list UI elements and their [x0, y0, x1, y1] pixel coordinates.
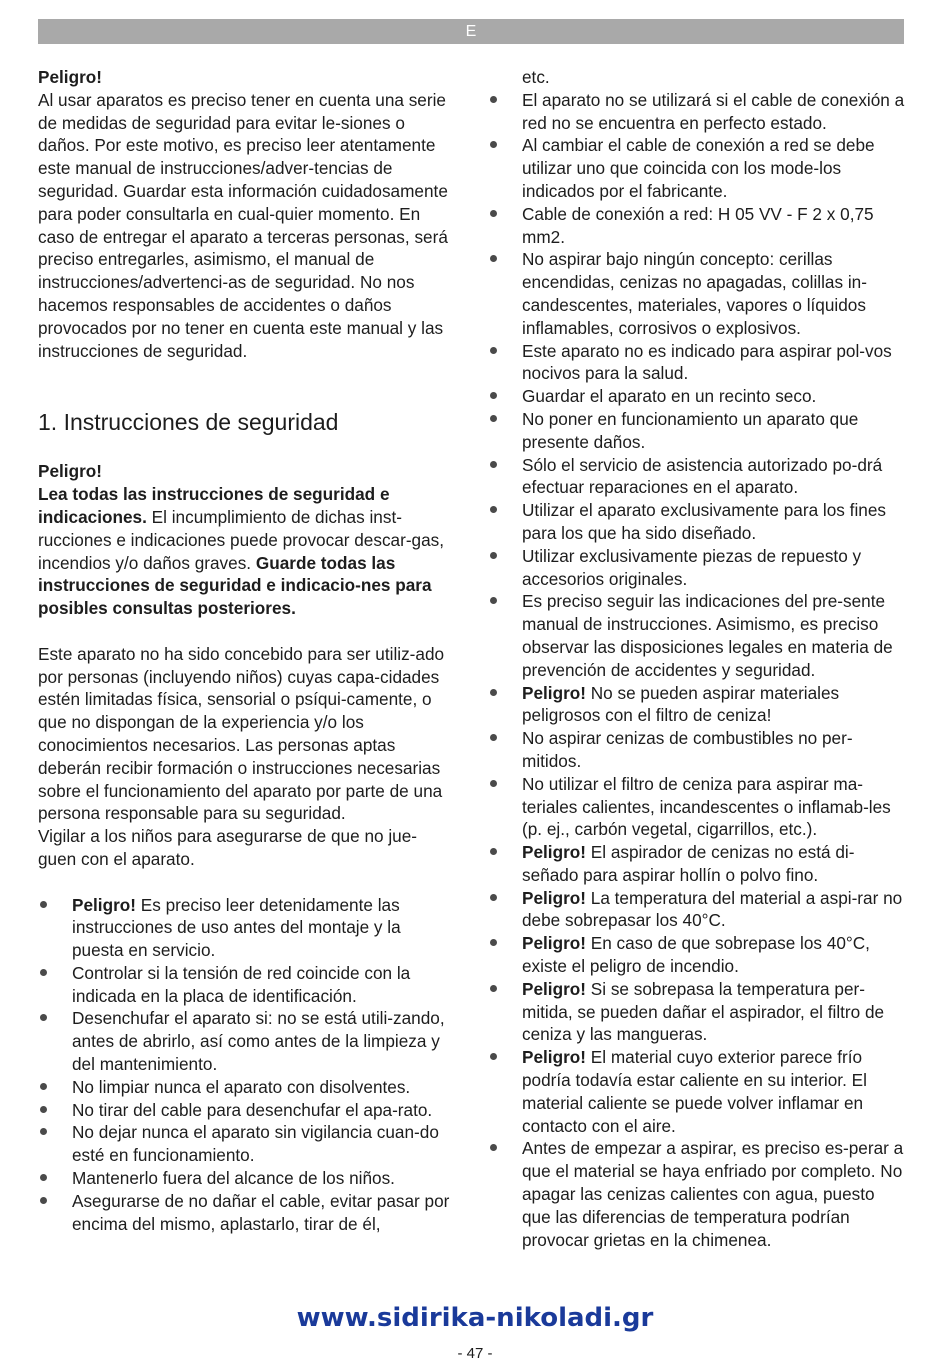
instruction-text: El incumplimiento de dichas inst-rucciones e indicaciones puede provocar descar-gas, incendios y/o daños graves. — [38, 506, 445, 573]
list-item: Antes de empezar a aspirar, es preciso es-perar a que el material se haya enfriado por completo. No apagar las cenizas calientes con agua, puesto que las diferencias de temperatura podrían provocar grietas en la chimenea. — [488, 1137, 908, 1251]
section-paragraph-1 — [38, 483, 454, 620]
list-item: Sólo el servicio de asistencia autorizado po-drá efectuar reparaciones en el aparato. — [488, 454, 908, 500]
list-item: Desenchufar el aparato si: no se está utili-zando, antes de abrirlo, así como antes de la limpieza y del mantenimiento. — [38, 1007, 454, 1075]
list-item: No utilizar el filtro de ceniza para aspirar ma-teriales calientes, incandescentes o inflamab-les (p. ej., carbón vegetal, cigarrillos, etc.). — [488, 773, 908, 841]
left-bullet-list — [38, 894, 454, 1236]
bold-instruction-1: Lea todas las instrucciones de seguridad e indicaciones. — [38, 484, 390, 527]
website-watermark: www.sidirika-nikoladi.gr — [296, 1303, 654, 1333]
list-item: Peligro! No se pueden aspirar materiales peligrosos con el filtro de ceniza! — [488, 682, 908, 728]
list-item: Este aparato no es indicado para aspirar pol-vos nocivos para la salud. — [488, 340, 908, 386]
list-item: Al cambiar el cable de conexión a red se debe utilizar uno que coincida con los mode-los indicados por el fabricante. — [488, 134, 908, 202]
list-item: Cable de conexión a red: H 05 VV - F 2 x 0,75 mm2. — [488, 203, 908, 249]
list-item: No aspirar cenizas de combustibles no per-mitidos. — [488, 727, 908, 773]
list-item: Asegurarse de no dañar el cable, evitar pasar por encima del mismo, aplastarlo, tirar de él, — [38, 1190, 454, 1236]
list-item: No poner en funcionamiento un aparato que presente daños. — [488, 408, 908, 454]
left-column — [38, 66, 454, 1235]
language-code: E — [465, 23, 477, 40]
list-item: No aspirar bajo ningún concepto: cerillas encendidas, cenizas no apagadas, colillas in-candescentes, materiales, vapores o líquidos inflamables, corrosivos o explosivos. — [488, 248, 908, 339]
page-number: - 47 - — [457, 1345, 493, 1362]
list-item: Utilizar el aparato exclusivamente para los fines para los que ha sido diseñado. — [488, 499, 908, 545]
right-bullet-list — [488, 89, 908, 1252]
list-item: Utilizar exclusivamente piezas de repuesto y accesorios originales. — [488, 545, 908, 591]
list-item: No dejar nunca el aparato sin vigilancia cuan-do esté en funcionamiento. — [38, 1121, 454, 1167]
list-item: Es preciso seguir las indicaciones del pre-sente manual de instrucciones. Asimismo, es preciso observar las disposiciones legales en materia de prevención de accidentes y seguridad. — [488, 590, 908, 681]
section-paragraph-3: Vigilar a los niños para asegurarse de que no jue-guen con el aparato. — [38, 826, 418, 869]
language-header-bar — [38, 19, 904, 44]
continuation-text: etc. — [522, 67, 550, 87]
list-item: No tirar del cable para desenchufar el apa-rato. — [38, 1099, 454, 1122]
list-item: Peligro! En caso de que sobrepase los 40°C, existe el peligro de incendio. — [488, 932, 908, 978]
list-item: Mantenerlo fuera del alcance de los niños. — [38, 1167, 454, 1190]
section-warning: Peligro! — [38, 461, 102, 482]
list-item: Peligro! El material cuyo exterior parece frío podría todavía estar caliente en su interior. El material caliente se puede volver inflamar en contacto con el aire. — [488, 1046, 908, 1137]
bold-instruction-2: Guarde todas las instrucciones de seguridad e indicacio-nes para posibles consultas posteriores. — [38, 552, 432, 619]
right-column — [488, 66, 908, 1251]
list-item: Peligro! El aspirador de cenizas no está di-señado para aspirar hollín o polvo fino. — [488, 841, 908, 887]
intro-paragraph: Al usar aparatos es preciso tener en cuenta una serie de medidas de seguridad para evitar le-siones o daños. Por este motivo, es preciso leer atentamente este manual de instrucciones/adver-tencias de seguridad. Guardar esta información cuidadosamente para poder consultarla en cual-quier momento. En caso de entregar el aparato a terceras personas, será preciso entregarles, asimismo, el manual de instrucciones/advertenci-as de seguridad. No nos hacemos responsables de accidentes o daños provocados por no tener en cuenta este manual y las instrucciones de seguridad. — [38, 89, 448, 361]
list-item: No limpiar nunca el aparato con disolventes. — [38, 1076, 454, 1099]
list-item: Peligro! Es preciso leer detenidamente las instrucciones de uso antes del montaje y la puesta en servicio. — [38, 894, 454, 962]
list-item: Peligro! Si se sobrepasa la temperatura per-mitida, se pueden dañar el aspirador, el filtro de ceniza y las mangueras. — [488, 978, 908, 1046]
section-title: 1. Instrucciones de seguridad — [38, 409, 339, 436]
list-item: Guardar el aparato en un recinto seco. — [488, 385, 908, 408]
list-item: Peligro! La temperatura del material a aspi-rar no debe sobrepasar los 40°C. — [488, 887, 908, 933]
list-item: Controlar si la tensión de red coincide con la indicada en la placa de identificación. — [38, 962, 454, 1008]
section-paragraph-2: Este aparato no ha sido concebido para ser utiliz-ado por personas (incluyendo niños) cuyas capa-cidades estén limitadas física, sensorial o psíqui-camente, o que no dispongan de la experiencia y/o los conocimientos necesarios. Las personas aptas deberán recibir formación o instrucciones necesarias sobre el funcionamiento del aparato por parte de una persona responsable para su seguridad. — [38, 643, 445, 824]
intro-warning: Peligro! — [38, 67, 102, 87]
list-item: El aparato no se utilizará si el cable de conexión a red no se encuentra en perfecto estado. — [488, 89, 908, 135]
